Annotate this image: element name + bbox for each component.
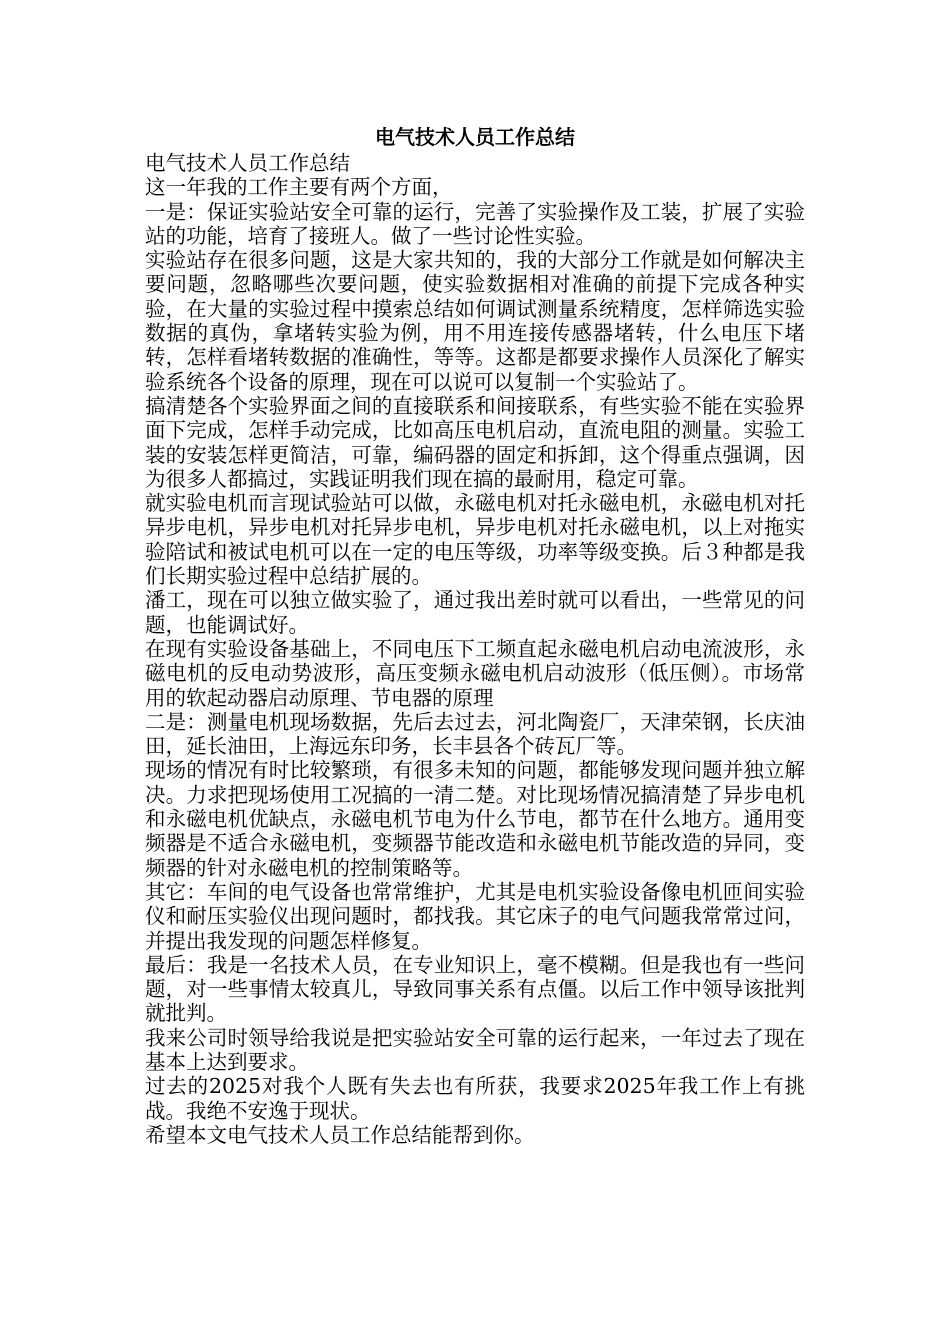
- paragraph-closing: 希望本文电气技术人员工作总结能帮到你。: [145, 1122, 535, 1147]
- paragraph-other: 其它：车间的电气设备也常常维护，尤其是电机实验设备像电机匝间实验仪和耐压实验仪出现问题时，都找我。其它床子的电气问题我常常过问，并提出我发现的问题怎样修复。: [145, 879, 805, 953]
- paragraph-subtitle: 电气技术人员工作总结: [145, 151, 350, 175]
- paragraph-colleague: 潘工，现在可以独立做实验了，通过我出差时就可以看出，一些常见的问题，也能调试好。: [145, 588, 805, 637]
- paragraph-field: 现场的情况有时比较繁琐，有很多未知的问题，都能够发现问题并独立解决。力求把现场使用工况搞的一清二楚。对比现场情况搞清楚了异步电机和永磁电机优缺点，永磁电机节电为什么节电，都节在什么地方。通用变频器是不适合永磁电机，变频器节能改造和永磁电机节能改造的异同，变频器的针对永磁电机的控制策略等。: [145, 758, 805, 880]
- paragraph-part-one: 一是：保证实验站安全可靠的运行，完善了实验操作及工装，扩展了实验站的功能，培育了接班人。做了一些讨论性实验。: [145, 199, 805, 248]
- paragraph-intro: 这一年我的工作主要有两个方面，: [145, 175, 453, 200]
- paragraph-interfaces: 搞清楚各个实验界面之间的直接联系和间接联系，有些实验不能在实验界面下完成，怎样手动完成，比如高压电机启动，直流电阻的测量。实验工装的安装怎样更简洁，可靠，编码器的固定和拆卸，这个得重点强调，因为很多人都搞过，实践证明我们现在搞的最耐用，稳定可靠。: [145, 393, 805, 491]
- paragraph-year-goal: 过去的2025对我个人既有失去也有所获，我要求2025年我工作上有挑战。我绝不安逸于现状。: [145, 1074, 805, 1123]
- paragraph-requirement: 我来公司时领导给我说是把实验站安全可靠的运行起来，一年过去了现在基本上达到要求。: [145, 1025, 805, 1074]
- paragraph-finally: 最后：我是一名技术人员，在专业知识上，毫不模糊。但是我也有一些问题，对一些事情太较真儿，导致同事关系有点僵。以后工作中领导该批判就批判。: [145, 952, 805, 1026]
- document-title: 电气技术人员工作总结: [375, 125, 575, 149]
- paragraph-equipment: 在现有实验设备基础上，不同电压下工频直起永磁电机启动电流波形，永磁电机的反电动势波形，高压变频永磁电机启动波形（低压侧）。市场常用的软起动器启动原理、节电器的原理: [145, 636, 805, 710]
- paragraph-problems: 实验站存在很多问题，这是大家共知的，我的大部分工作就是如何解决主要问题，忽略哪些次要问题，使实验数据相对准确的前提下完成各种实验，在大量的实验过程中摸索总结如何调试测量系统精度，怎样筛选实验数据的真伪，拿堵转实验为例，用不用连接传感器堵转，什么电压下堵转，怎样看堵转数据的准确性，等等。这都是都要求操作人员深化了解实验系统各个设备的原理，现在可以说可以复制一个实验站了。: [145, 248, 805, 394]
- paragraph-motor-tests: 就实验电机而言现试验站可以做，永磁电机对托永磁电机，永磁电机对托异步电机，异步电机对托异步电机，异步电机对托永磁电机，以上对拖实验陪试和被试电机可以在一定的电压等级，功率等级变换。后３种都是我们长期实验过程中总结扩展的。: [145, 491, 805, 589]
- document-body: [145, 151, 805, 1147]
- paragraph-part-two: 二是：测量电机现场数据，先后去过去，河北陶瓷厂，天津荣钢，长庆油田，延长油田，上海远东印务，长丰县各个砖瓦厂等。: [145, 709, 805, 759]
